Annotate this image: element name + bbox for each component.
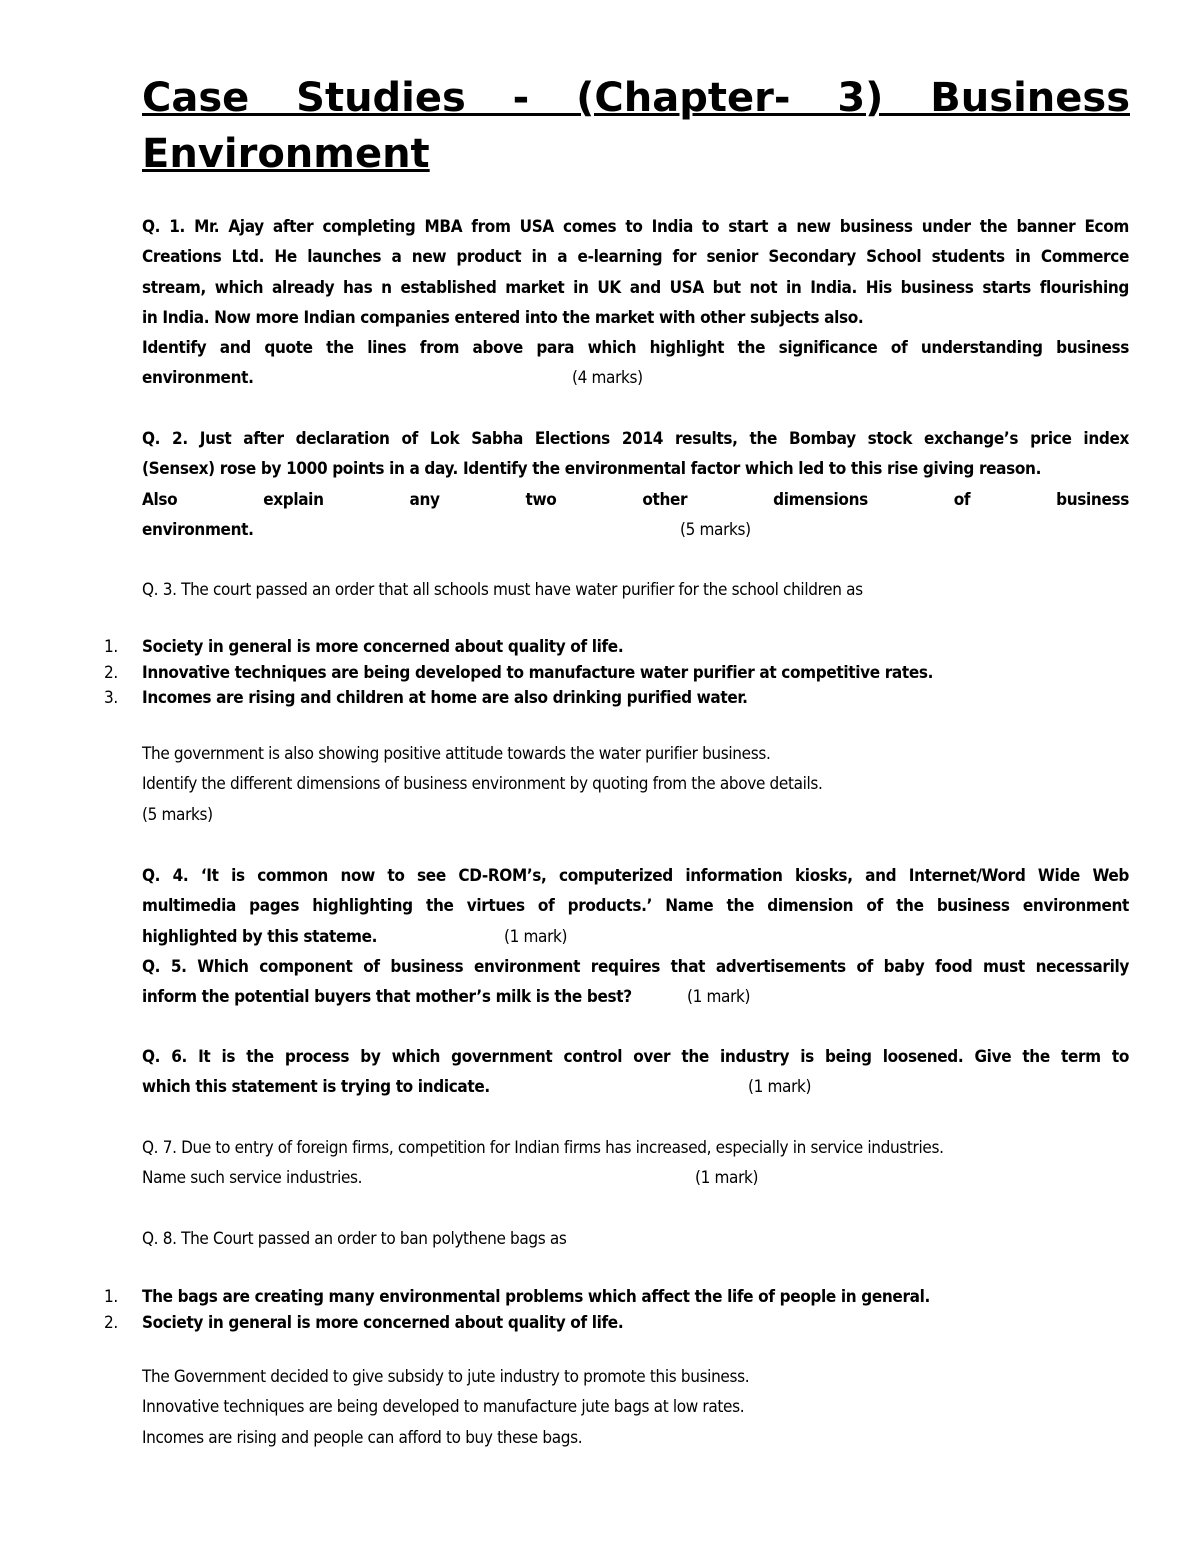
question-1	[142, 212, 1129, 394]
q3-list	[104, 635, 1104, 712]
q5-line: inform the potential buyers that mother’s milk is the best?	[142, 987, 632, 1008]
list-item: 3. Incomes are rising and children at home are also drinking purified water.	[104, 688, 748, 708]
list-item: 2. Innovative techniques are being developed to manufacture water purifier at competitive rates.	[104, 662, 934, 683]
q2-line: Q. 2. Just after declaration of Lok Sabha Elections 2014 results, the Bombay stock exchange’s price index	[142, 429, 1129, 449]
list-item: 1. The bags are creating many environmental problems which affect the life of people in general.	[104, 1287, 930, 1307]
question-8	[142, 1224, 1129, 1254]
q7-marks: (1 mark)	[695, 1168, 759, 1189]
q2-marks: (5 marks)	[680, 519, 751, 540]
q6-marks: (1 mark)	[748, 1077, 812, 1098]
page-title: Case Studies - (Chapter- 3) Business	[142, 75, 1130, 121]
q2-line: (Sensex) rose by 1000 points in a day. Identify the environmental factor which led to this rise giving reason.	[142, 459, 1042, 480]
q2-line: Also explain any two other dimensions of business	[142, 489, 1129, 510]
q8-list	[104, 1285, 1104, 1336]
list-item: 1. Society in general is more concerned about quality of life.	[104, 637, 624, 657]
question-6	[142, 1042, 1129, 1103]
question-4	[142, 861, 1129, 952]
question-5	[142, 952, 1129, 1013]
q8-intro: Q. 8. The Court passed an order to ban polythene bags as	[142, 1229, 567, 1249]
q1-line: environment.	[142, 368, 254, 389]
q8-details	[142, 1362, 1129, 1453]
q4-marks: (1 mark)	[504, 926, 568, 947]
q3-details	[142, 739, 1129, 830]
q3-after-line: The government is also showing positive attitude towards the water purifier business.	[142, 744, 771, 764]
q2-line: environment.	[142, 519, 254, 540]
q7-line: Q. 7. Due to entry of foreign firms, competition for Indian firms has increased, especially in service industries.	[142, 1138, 944, 1158]
q1-marks: (4 marks)	[572, 368, 643, 389]
q8-after-line: Innovative techniques are being developed to manufacture jute bags at low rates.	[142, 1397, 745, 1418]
q1-line: Identify and quote the lines from above para which highlight the significance of understanding business	[142, 338, 1129, 359]
q1-line: in India. Now more Indian companies entered into the market with other subjects also.	[142, 307, 864, 328]
q1-line: stream, which already has n established market in UK and USA but not in India. His business starts flourishing	[142, 277, 1129, 298]
q3-after-line: Identify the different dimensions of business environment by quoting from the above details.	[142, 774, 823, 795]
q4-line: Q. 4. ‘It is common now to see CD-ROM’s, computerized information kiosks, and Internet/Word Wide Web	[142, 866, 1129, 886]
q1-line: Q. 1. Mr. Ajay after completing MBA from USA comes to India to start a new business under the banner Ecom	[142, 217, 1129, 237]
q3-marks: (5 marks)	[142, 804, 213, 825]
q6-line: which this statement is trying to indicate.	[142, 1077, 490, 1098]
q5-marks: (1 mark)	[687, 987, 751, 1008]
q8-after-line: The Government decided to give subsidy to jute industry to promote this business.	[142, 1367, 750, 1387]
q6-line: Q. 6. It is the process by which government control over the industry is being loosened. Give the term to	[142, 1047, 1129, 1067]
q5-line: Q. 5. Which component of business environment requires that advertisements of baby food must necessarily	[142, 957, 1129, 977]
q4-line: multimedia pages highlighting the virtues of products.’ Name the dimension of the business environment	[142, 896, 1129, 917]
q4-line: highlighted by this stateme.	[142, 926, 378, 947]
page-title-continued: Environment	[142, 131, 430, 177]
question-7	[142, 1133, 1129, 1194]
q7-line: Name such service industries.	[142, 1168, 363, 1189]
question-3	[142, 575, 1129, 605]
question-2	[142, 424, 1129, 545]
list-item: 2. Society in general is more concerned about quality of life.	[104, 1312, 624, 1333]
q3-intro: Q. 3. The court passed an order that all schools must have water purifier for the school children as	[142, 580, 863, 600]
q1-line: Creations Ltd. He launches a new product in a e-learning for senior Secondary School students in Commerce	[142, 247, 1129, 268]
q8-after-line: Incomes are rising and people can afford to buy these bags.	[142, 1427, 583, 1448]
